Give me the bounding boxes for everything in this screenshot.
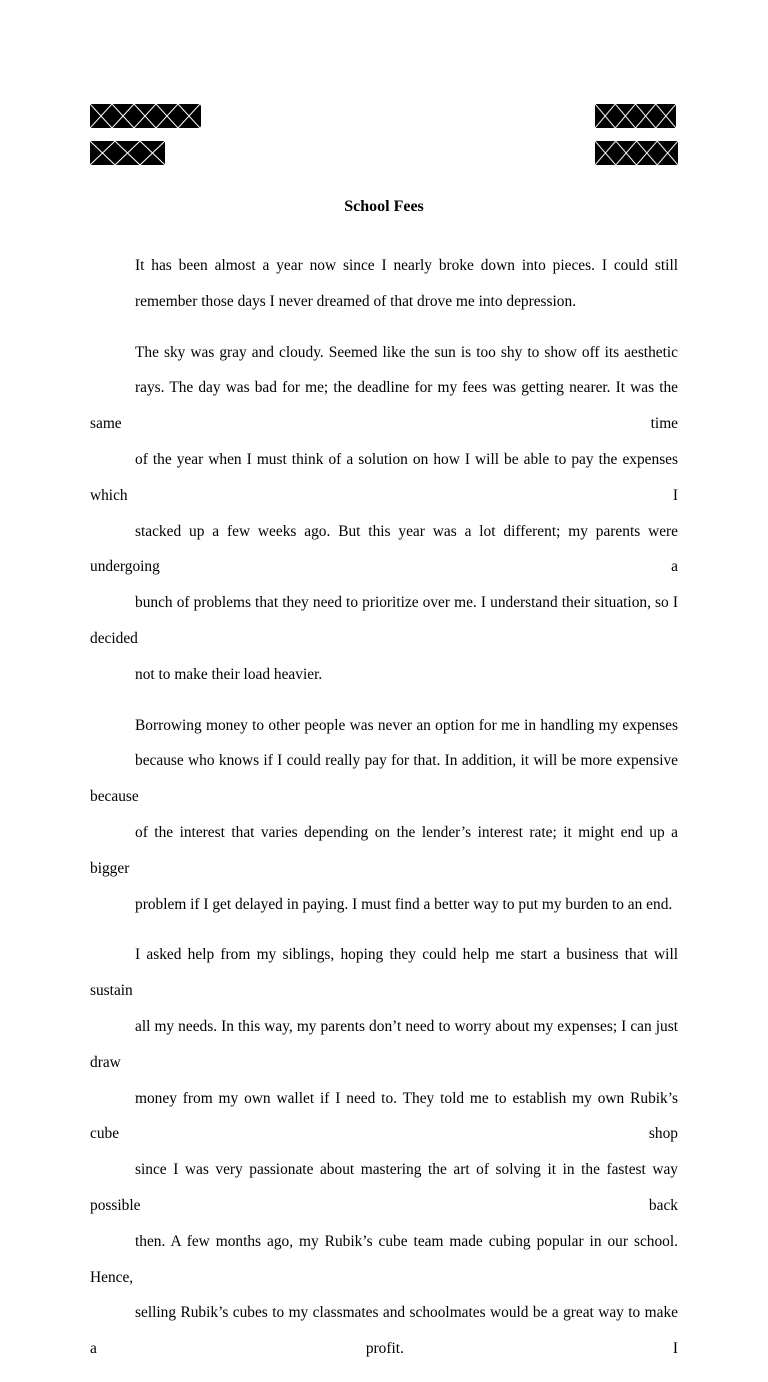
document-title: School Fees	[344, 198, 424, 215]
redaction-pattern-icon	[595, 104, 676, 128]
paragraph	[90, 708, 678, 923]
redaction-pattern-icon	[90, 141, 165, 165]
paragraph	[90, 937, 678, 1367]
text-line: all my needs. In this way, my parents don’t need to worry about my expenses; I can just draw	[90, 1017, 678, 1071]
redacted-name-block	[90, 104, 201, 128]
redaction-pattern-icon	[90, 104, 201, 128]
text-line: I asked help from my siblings, hoping they could help me start a business that will sustain	[90, 946, 678, 1000]
redacted-date-block	[595, 104, 676, 128]
redacted-course-block	[90, 141, 165, 165]
text-line: because who knows if I could really pay for that. In addition, it will be more expensive because	[90, 752, 678, 806]
text-line: rays. The day was bad for me; the deadline for my fees was getting nearer. It was the same time	[90, 379, 678, 433]
text-line: selling Rubik’s cubes to my classmates and schoolmates would be a great way to make a profit. I	[90, 1304, 678, 1358]
text-line: then. A few months ago, my Rubik’s cube team made cubing popular in our school. Hence,	[90, 1232, 678, 1286]
redaction-pattern-icon	[595, 141, 678, 165]
text-line: The sky was gray and cloudy. Seemed like the sun is too shy to show off its aesthetic	[135, 343, 678, 361]
text-line: of the interest that varies depending on the lender’s interest rate; it might end up a bigger	[90, 823, 678, 877]
text-line: problem if I get delayed in paying. I must find a better way to put my burden to an end.	[135, 895, 673, 913]
text-line: of the year when I must think of a solution on how I will be able to pay the expenses which I	[90, 450, 678, 504]
text-line: bunch of problems that they need to prioritize over me. I understand their situation, so I decided	[90, 594, 678, 647]
redacted-instructor-block	[595, 141, 678, 165]
text-line: not to make their load heavier.	[135, 665, 323, 683]
paragraph	[90, 335, 678, 693]
text-line: It has been almost a year now since I nearly broke down into pieces. I could still	[135, 257, 678, 274]
text-line: since I was very passionate about mastering the art of solving it in the fastest way possible back	[90, 1161, 678, 1214]
text-line: stacked up a few weeks ago. But this year was a lot different; my parents were undergoing a	[90, 522, 678, 576]
text-line: money from my own wallet if I need to. They told me to establish my own Rubik’s cube shop	[90, 1089, 678, 1143]
text-line: Borrowing money to other people was never an option for me in handling my expenses	[135, 716, 678, 734]
text-line: remember those days I never dreamed of that drove me into depression.	[135, 292, 577, 310]
document-body	[90, 248, 678, 1382]
paragraph	[90, 248, 678, 320]
